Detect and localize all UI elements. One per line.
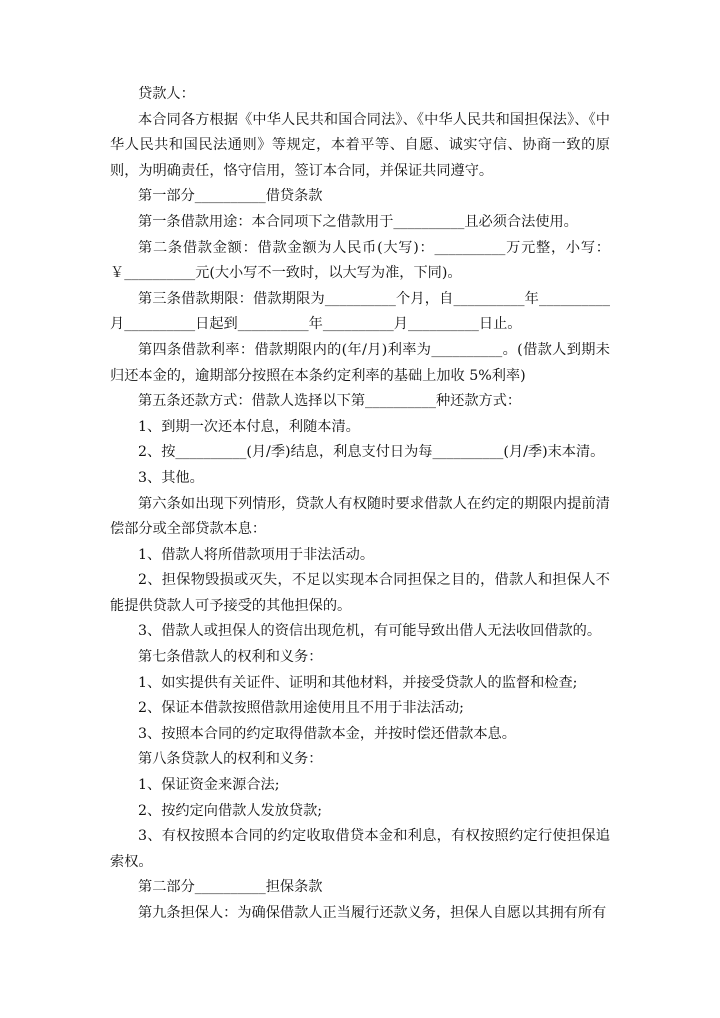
article-3: 第三条借款期限：借款期限为__________个月，自__________年__________月__________日起到__________年__________月__________日止。 xyxy=(110,290,610,333)
article-7-item-2: 2、保证本借款按照借款用途使用且不用于非法活动; xyxy=(138,700,464,717)
article-8-item-1: 1、保证资金来源合法; xyxy=(138,777,280,794)
article-7-item-3: 3、按照本合同的约定取得借款本金，并按时偿还借款本息。 xyxy=(138,725,516,742)
intro-paragraph: 本合同各方根据《中华人民共和国合同法》、《中华人民共和国担保法》、《中华人民共和国民法通则》等规定，本着平等、自愿、诚实守信、协商一致的原则，为明确责任，恪守信用，签订本合同，并保证共同遵守。 xyxy=(110,111,610,179)
article-7: 第七条借款人的权利和义务： xyxy=(138,649,323,666)
lender-line: 贷款人： xyxy=(138,86,195,102)
article-6-item-2: 2、担保物毁损或灭失，不足以实现本合同担保之目的，借款人和担保人不能提供贷款人可予接受的其他担保的。 xyxy=(110,572,610,614)
article-9: 第九条担保人：为确保借款人正当履行还款义务，担保人自愿以其拥有所有 xyxy=(138,905,607,921)
article-6: 第六条如出现下列情形，贷款人有权随时要求借款人在约定的期限内提前清偿部分或全部贷款本息： xyxy=(110,495,610,538)
article-1: 第一条借款用途：本合同项下之借款用于__________且必须合法使用。 xyxy=(138,213,578,230)
part-two-heading: 第二部分__________担保条款 xyxy=(138,879,323,896)
part-one-heading: 第一部分__________借贷条款 xyxy=(138,188,323,205)
article-8: 第八条贷款人的权利和义务： xyxy=(138,751,323,768)
article-5-item-3: 3、其他。 xyxy=(138,469,204,486)
document-page xyxy=(110,82,610,927)
article-2: 第二条借款金额：借款金额为人民币(大写)：__________万元整，小写：￥__________元(大小写不一致时，以大写为准，下同)。 xyxy=(110,239,610,282)
article-8-item-2: 2、按约定向借款人发放贷款; xyxy=(138,802,323,819)
article-4: 第四条借款利率：借款期限内的(年/月)利率为__________。(借款人到期未归还本金的，逾期部分按照在本条约定利率的基础上加收 5%利率) xyxy=(110,341,610,384)
article-7-item-1: 1、如实提供有关证件、证明和其他材料，并接受贷款人的监督和检查; xyxy=(138,674,578,691)
article-5-item-1: 1、到期一次还本付息，利随本清。 xyxy=(138,418,360,435)
article-5: 第五条还款方式：借款人选择以下第__________种还款方式： xyxy=(138,393,522,410)
article-6-item-3: 3、借款人或担保人的资信出现危机，有可能导致出借人无法收回借款的。 xyxy=(138,623,602,640)
article-6-item-1: 1、借款人将所借款项用于非法活动。 xyxy=(138,546,375,563)
article-5-item-2: 2、按__________(月/季)结息，利息支付日为每__________(月/季)末本清。 xyxy=(138,444,605,461)
article-8-item-3: 3、有权按照本合同的约定收取借贷本金和利息，有权按照约定行使担保追索权。 xyxy=(110,828,610,870)
